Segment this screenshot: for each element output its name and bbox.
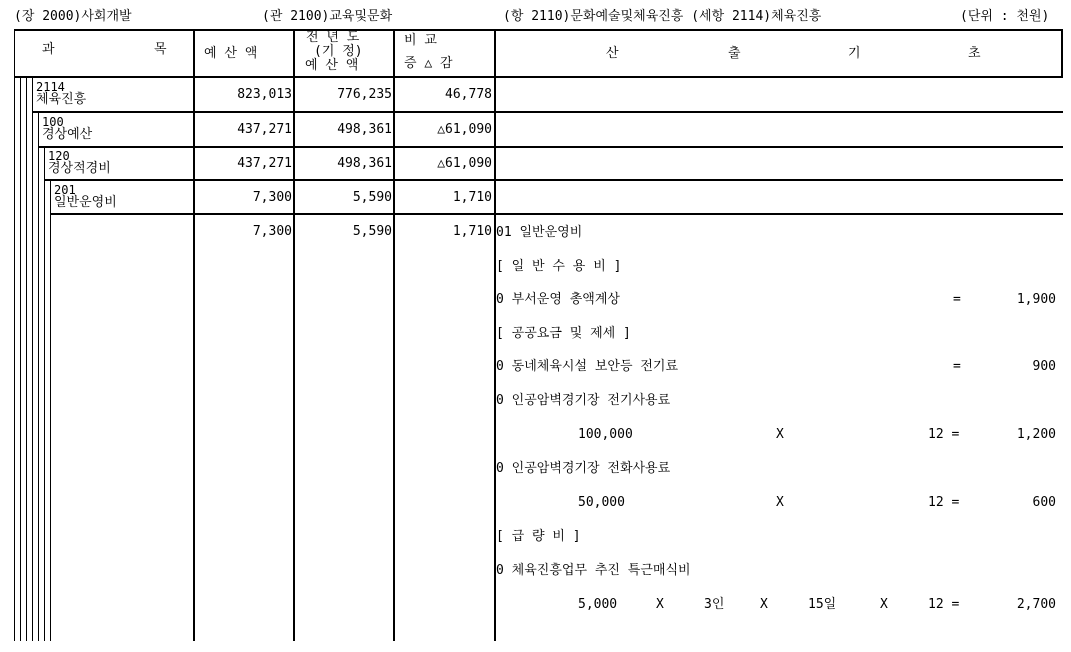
detail-prev: 5,590 bbox=[352, 224, 392, 239]
row-budget: 437,271 bbox=[237, 122, 292, 137]
basis-line: 0 인공암벽경기장 전화사용료 bbox=[496, 461, 671, 476]
unit-label: (단위 : 천원) bbox=[960, 9, 1050, 24]
row-name: 일반운영비 bbox=[54, 195, 117, 210]
basis-mult: 12 = bbox=[928, 427, 960, 442]
basis-amount: 100,000 bbox=[578, 427, 633, 442]
row-prev: 5,590 bbox=[352, 190, 392, 205]
row-name: 경상예산 bbox=[42, 127, 93, 142]
row-name: 경상적경비 bbox=[48, 161, 111, 176]
basis-total: 900 bbox=[1032, 359, 1056, 374]
basis-total: 1,900 bbox=[1016, 292, 1056, 307]
basis-line: 0 체육진흥업무 추진 특근매식비 bbox=[496, 563, 691, 578]
jang-label: (장 2000)사회개발 bbox=[14, 9, 132, 24]
header-basis-2: 출 bbox=[728, 46, 741, 61]
basis-times: X bbox=[760, 597, 768, 612]
row-code: 201 bbox=[54, 183, 76, 197]
basis-line: 0 부서운영 총액계상 bbox=[496, 292, 620, 307]
row-prev: 776,235 bbox=[337, 87, 392, 102]
header-prev-1: 전 년 도 bbox=[306, 30, 360, 45]
header-gwamok-1: 과 bbox=[42, 42, 55, 57]
basis-line: 0 동네체육시설 보안등 전기료 bbox=[496, 359, 679, 374]
row-diff: △61,090 bbox=[437, 122, 492, 137]
header-budget: 예 산 액 bbox=[204, 46, 258, 61]
basis-mult: 12 = bbox=[928, 597, 960, 612]
header-basis-4: 초 bbox=[968, 46, 981, 61]
row-prev: 498,361 bbox=[337, 122, 392, 137]
header-cmp-1: 비 교 bbox=[404, 33, 437, 48]
header-cmp-2: 증 △ 감 bbox=[404, 56, 453, 71]
gwan-label: (관 2100)교육및문화 bbox=[262, 9, 393, 24]
basis-times: X bbox=[776, 427, 784, 442]
detail-budget: 7,300 bbox=[252, 224, 292, 239]
row-budget: 437,271 bbox=[237, 156, 292, 171]
row-code: 2114 bbox=[36, 80, 65, 94]
basis-equals: = bbox=[953, 359, 961, 374]
row-diff: 1,710 bbox=[452, 190, 492, 205]
header-gwamok-2: 목 bbox=[154, 42, 167, 57]
header-prev-2: (기 정) bbox=[314, 44, 363, 59]
row-code: 100 bbox=[42, 115, 64, 129]
basis-days: 15일 bbox=[808, 597, 837, 612]
row-budget: 7,300 bbox=[252, 190, 292, 205]
row-budget: 823,013 bbox=[237, 87, 292, 102]
basis-mult: 12 = bbox=[928, 495, 960, 510]
basis-times: X bbox=[776, 495, 784, 510]
basis-line: [ 급 량 비 ] bbox=[496, 529, 581, 544]
basis-line: 01 일반운영비 bbox=[496, 225, 583, 240]
basis-line: [ 일 반 수 용 비 ] bbox=[496, 259, 622, 274]
basis-total: 2,700 bbox=[1016, 597, 1056, 612]
header-basis-1: 산 bbox=[606, 46, 619, 61]
basis-amount: 50,000 bbox=[578, 495, 625, 510]
basis-amount: 5,000 bbox=[578, 597, 618, 612]
row-diff: △61,090 bbox=[437, 156, 492, 171]
hang-label: (항 2110)문화예술및체육진흥 (세항 2114)체육진흥 bbox=[503, 9, 822, 24]
row-name: 체육진흥 bbox=[36, 92, 87, 107]
basis-total: 600 bbox=[1032, 495, 1056, 510]
basis-equals: = bbox=[953, 292, 961, 307]
basis-count: 3인 bbox=[704, 597, 725, 612]
basis-times: X bbox=[880, 597, 888, 612]
basis-total: 1,200 bbox=[1016, 427, 1056, 442]
basis-times: X bbox=[656, 597, 664, 612]
row-prev: 498,361 bbox=[337, 156, 392, 171]
header-basis-3: 기 bbox=[848, 46, 861, 61]
header-prev-3: 예 산 액 bbox=[305, 58, 359, 73]
row-diff: 46,778 bbox=[445, 87, 492, 102]
detail-diff: 1,710 bbox=[452, 224, 492, 239]
row-code: 120 bbox=[48, 149, 70, 163]
basis-line: [ 공공요금 및 제세 ] bbox=[496, 326, 631, 341]
basis-line: 0 인공암벽경기장 전기사용료 bbox=[496, 393, 671, 408]
